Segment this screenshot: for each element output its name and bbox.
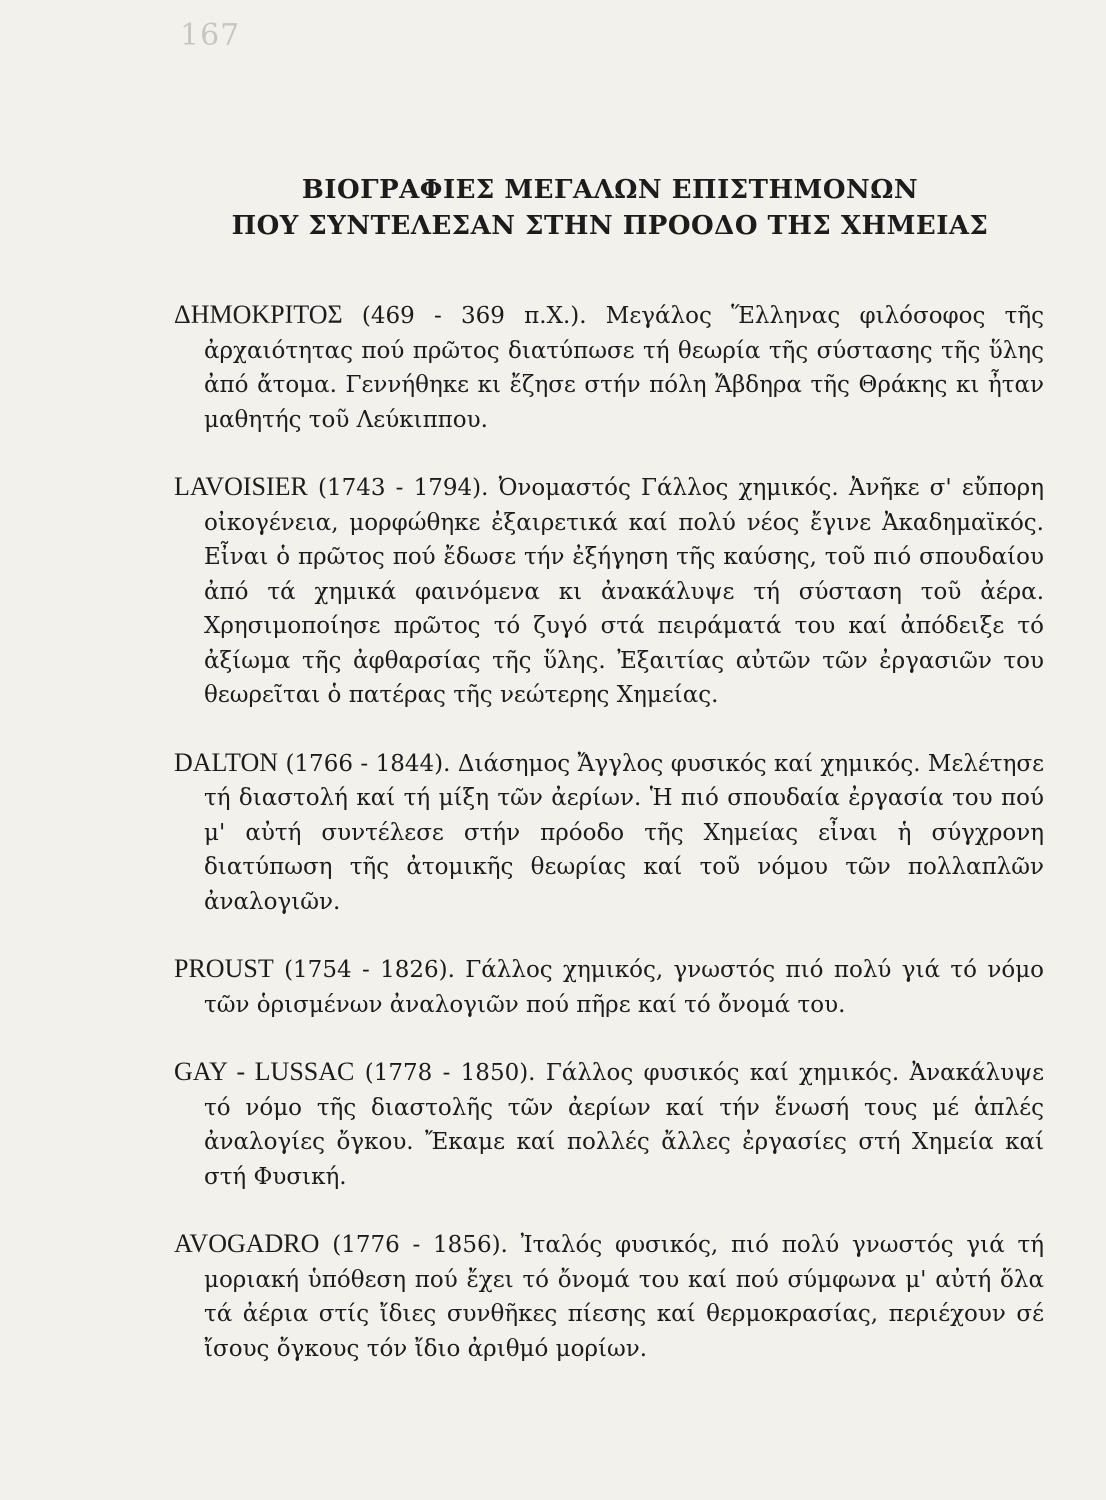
scientist-description: Ἰταλός φυσικός, πιό πολύ γνωστός γιά τή μοριακή ὑπόθεση πού ἔχει τό ὄνομά του καί πού σύμφωνα μ' αὐτή ὅλα τά ἀέρια στίς ἴδιες συνθῆκες πίεσης καί θερμοκρασίας, περιέχουν σέ ἴσους ὄγκους τόν ἴδιο ἀριθμό μορίων.	[204, 1232, 1045, 1362]
scientist-dates: (1776 - 1856).	[332, 1232, 508, 1258]
page-title	[170, 172, 1050, 244]
scientist-name: AVOGADRO	[174, 1229, 320, 1258]
scientist-dates: (1754 - 1826).	[284, 957, 455, 983]
scientist-dates: (1766 - 1844).	[285, 750, 451, 777]
title-line-2: ΠΟΥ ΣΥΝΤΕΛΕΣΑΝ ΣΤΗΝ ΠΡΟΟΔΟ ΤΗΣ ΧΗΜΕΙΑΣ	[231, 211, 989, 241]
scientist-name: DALTON	[174, 747, 279, 777]
title-line-1: ΒΙΟΓΡΑΦΙΕΣ ΜΕΓΑΛΩΝ ΕΠΙΣΤΗΜΟΝΩΝ	[301, 175, 919, 205]
scientist-description: Γάλλος χημικός, γνωστός πιό πολύ γιά τό νόμο τῶν ὁρισμένων ἀναλογιῶν πού πῆρε καί τό ὄνομά του.	[204, 957, 1045, 1018]
scientist-name: LAVOISIER	[174, 472, 308, 501]
scientist-name: PROUST	[174, 954, 274, 983]
scientist-dates: (1743 - 1794).	[318, 475, 489, 501]
scientist-name: GAY - LUSSAC	[174, 1057, 355, 1086]
biography-entry-dalton	[174, 746, 1044, 920]
scientist-description: Ὀνομαστός Γάλλος χημικός. Ἀνῆκε σ' εὔπορη οἰκογένεια, μορφώθηκε ἐξαιρετικά καί πολύ νέος ἔγινε Ἀκαδημαϊκός. Εἶναι ὁ πρῶτος πού ἔδωσε τήν ἐξήγηση τῆς καύσης, τοῦ πιό σπουδαίου ἀπό τά χημικά φαινόμενα κι ἀνακάλυψε τή σύσταση τοῦ ἀέρα. Χρησιμοποίησε πρῶτος τό ζυγό στά πειράματά του καί ἀπόδειξε τό ἀξίωμα τῆς ἀφθαρσίας τῆς ὕλης. Ἐξαιτίας αὐτῶν τῶν ἐργασιῶν του θεωρεῖται ὁ πατέρας τῆς νεώτερης Χημείας.	[204, 475, 1044, 708]
biography-entry-gay-lussac	[174, 1055, 1044, 1194]
scientist-name: ΔΗΜΟΚΡΙΤΟΣ	[174, 300, 343, 329]
scientist-description: Διάσημος Ἄγγλος φυσικός καί χημικός. Μελέτησε τή διαστολή καί τή μίξη τῶν ἀερίων. Ἡ πιό σπουδαία ἐργασία του πού μ' αὐτή συντέλεσε στήν πρόοδο τῆς Χημείας εἶναι ἡ σύγχρονη διατύπωση τῆς ἀτομικῆς θεωρίας καί τοῦ νόμου τῶν πολλαπλῶν ἀναλογιῶν.	[204, 750, 1045, 915]
biography-list	[174, 298, 1044, 1399]
scientist-dates: (469 - 369 π.Χ.).	[361, 303, 587, 329]
scientist-dates: (1778 - 1850).	[364, 1060, 536, 1086]
scientist-description: Μεγάλος Ἕλληνας φιλόσοφος τῆς ἀρχαιότητας πού πρῶτος διατύπωσε τή θεωρία τῆς σύστασης τῆς ὕλης ἀπό ἄτομα. Γεννήθηκε κι ἔζησε στήν πόλη Ἄβδηρα τῆς Θράκης κι ἦταν μαθητής τοῦ Λεύκιππου.	[204, 303, 1045, 433]
biography-entry-proust	[174, 952, 1044, 1022]
scientist-description: Γάλλος φυσικός καί χημικός. Ἀνακάλυψε τό νόμο τῆς διαστολῆς τῶν ἀερίων καί τήν ἕνωσή τους μέ ἁπλές ἀναλογίες ὄγκου. Ἔκαμε καί πολλές ἄλλες ἐργασίες στή Χημεία καί στή Φυσική.	[204, 1060, 1045, 1190]
biography-entry-lavoisier	[174, 470, 1044, 713]
biography-entry-avogadro	[174, 1227, 1044, 1366]
page-number: 167	[180, 18, 241, 53]
biography-entry-democritus	[174, 298, 1044, 437]
